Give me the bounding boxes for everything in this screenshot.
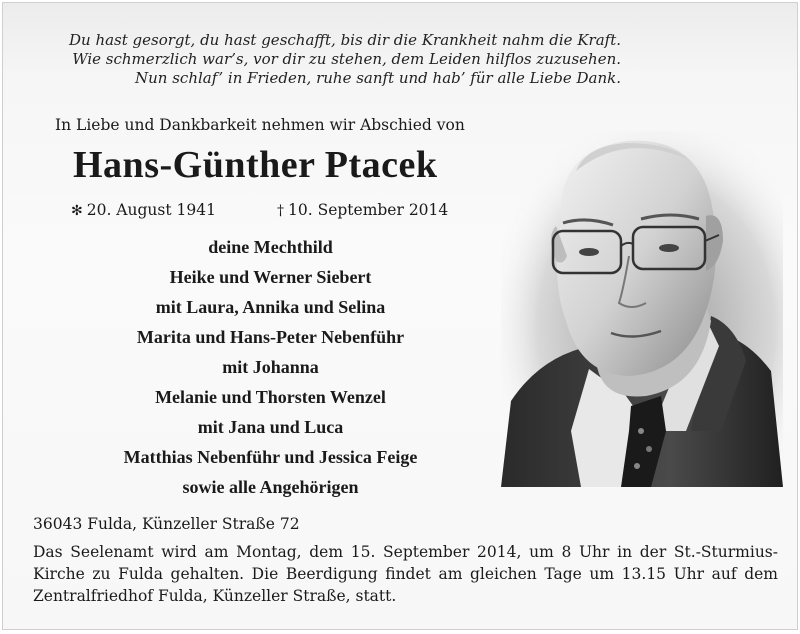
mourner-line: Heike und Werner Siebert (169, 267, 372, 287)
poem-line: Du hast gesorgt, du hast geschafft, bis dir die Krankheit nahm die Kraft. (68, 31, 621, 49)
mourners-list (3, 232, 538, 502)
poem-line: Nun schlaf’ in Frieden, ruhe sanft und hab’ für alle Liebe Dank. (135, 69, 621, 87)
obituary-notice (2, 2, 798, 630)
portrait-photo (501, 131, 783, 487)
death-cross-icon: † (277, 203, 284, 219)
mourner-line: Marita und Hans-Peter Nebenführ (136, 327, 405, 347)
address: 36043 Fulda, Künzeller Straße 72 (33, 515, 300, 533)
intro-text: In Liebe und Dankbarkeit nehmen wir Abschied von (55, 116, 465, 134)
death-date: 10. September 2014 (288, 201, 449, 219)
deceased-name: Hans-Günther Ptacek (73, 144, 438, 186)
birth-star-icon: ✻ (71, 203, 83, 219)
mourner-line: mit Johanna (222, 357, 319, 377)
mourner-line: Matthias Nebenführ und Jessica Feige (123, 447, 418, 467)
poem-line: Wie schmerzlich war’s, vor dir zu stehen, dem Leiden hilflos zuzusehen. (72, 50, 621, 68)
mourner-line: sowie alle Angehörigen (182, 477, 359, 497)
poem (3, 31, 797, 88)
birth-date-line (71, 201, 216, 219)
death-date-line (277, 201, 448, 219)
birth-date: 20. August 1941 (86, 201, 216, 219)
mourner-line: mit Jana und Luca (197, 417, 344, 437)
service-details: Das Seelenamt wird am Montag, dem 15. September 2014, um 8 Uhr in der St.-Sturmius-Kirche zu Fulda gehalten. Die Beerdigung findet am gleichen Tage um 13.15 Uhr auf dem Zentralfriedhof Fulda, Künzeller Straße, statt. (33, 543, 778, 605)
mourner-line: deine Mechthild (208, 237, 333, 257)
mourner-line: mit Laura, Annika und Selina (155, 297, 386, 317)
mourner-line: Melanie und Thorsten Wenzel (155, 387, 386, 407)
